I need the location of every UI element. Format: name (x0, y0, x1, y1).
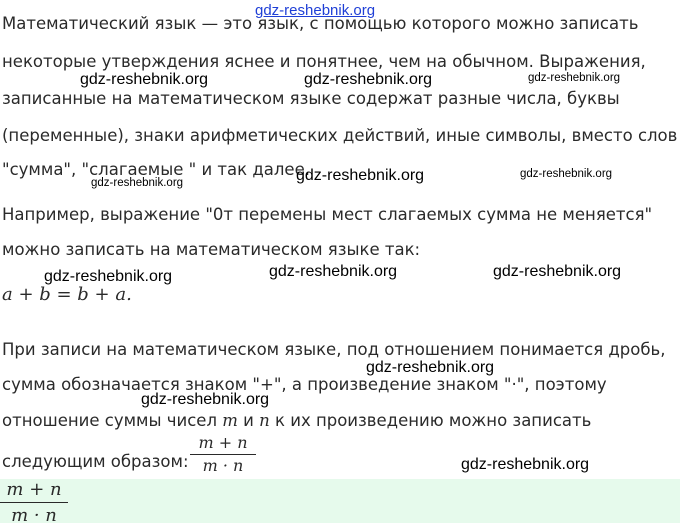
text-line-10-part-b: и (237, 411, 260, 430)
text-line-7: можно записать на математическом языке так: (2, 240, 421, 259)
text-line-11: следующим образом: (2, 452, 189, 471)
formula-commutative: a + b = b + a. (2, 284, 132, 305)
answer-box (0, 479, 680, 526)
inline-fraction (190, 434, 256, 475)
watermark: gdz-reshebnik.org (44, 268, 173, 285)
answer-numerator: m + n (6, 479, 62, 500)
text-line-10 (2, 411, 591, 431)
watermark: gdz-reshebnik.org (80, 71, 209, 88)
var-n: n (259, 411, 270, 430)
answer-fraction (0, 479, 68, 526)
watermark-top: gdz-reshebnik.org (255, 2, 376, 19)
text-line-10-part-a: отношение суммы чисел (2, 411, 223, 430)
text-line-2: некоторые утверждения яснее и понятнее, чем на обычном. Выражения, (2, 52, 646, 71)
text-line-8: При записи на математическом языке, под отношением понимается дробь, (2, 340, 666, 359)
watermark: gdz-reshebnik.org (493, 263, 622, 280)
watermark: gdz-reshebnik.org (366, 359, 495, 376)
watermark: gdz-reshebnik.org (91, 177, 184, 189)
watermark: gdz-reshebnik.org (269, 263, 398, 280)
text-line-1: Математический язык — это язык, с помощью которого можно записать (2, 14, 639, 33)
inline-fraction-denominator: m · n (202, 456, 244, 475)
answer-denominator: m · n (11, 505, 57, 526)
watermark: gdz-reshebnik.org (304, 71, 433, 88)
watermark: gdz-reshebnik.org (141, 391, 270, 408)
text-line-3: записанные на математическом языке содержат разные числа, буквы (2, 89, 620, 108)
text-line-4: (переменные), знаки арифметических действий, иные символы, вместо слов (2, 126, 678, 145)
text-line-10-part-c: к их произведению можно записать (269, 411, 592, 430)
inline-fraction-numerator: m + n (198, 433, 248, 452)
watermark: gdz-reshebnik.org (528, 72, 621, 84)
watermark: gdz-reshebnik.org (296, 167, 425, 184)
answer-fraction-bar (0, 502, 68, 503)
text-line-9: сумма обозначается знаком "+", а произведение знаком "·", поэтому (2, 375, 607, 394)
var-m: m (222, 411, 238, 430)
inline-fraction-bar (190, 454, 256, 455)
watermark: gdz-reshebnik.org (461, 456, 590, 473)
watermark: gdz-reshebnik.org (520, 168, 613, 180)
text-line-6: Например, выражение "0т перемены мест слагаемых сумма не меняется" (2, 205, 653, 224)
text-line-5: "сумма", "слагаемые " и так далее. (2, 160, 310, 179)
